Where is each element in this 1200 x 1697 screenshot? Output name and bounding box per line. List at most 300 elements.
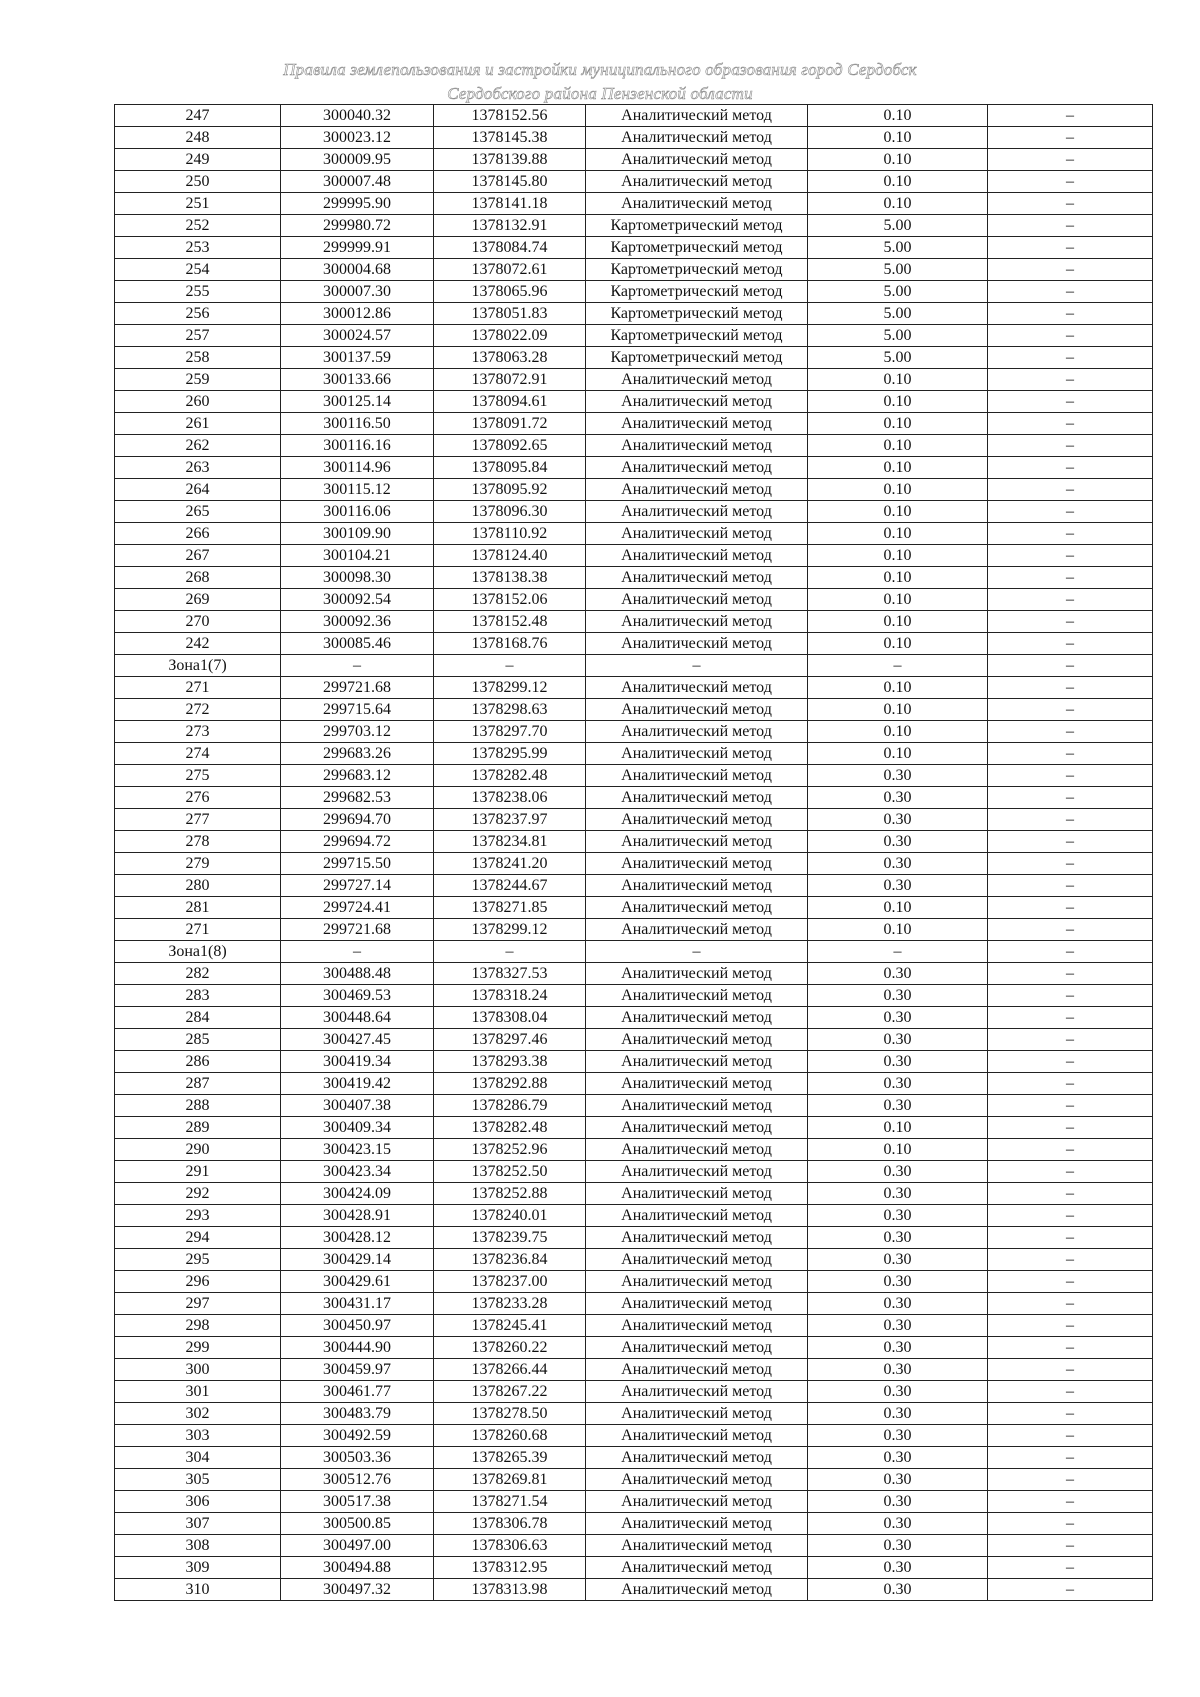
note-cell: – — [988, 1579, 1153, 1601]
table-row — [115, 1007, 1153, 1029]
method-cell: Аналитический метод — [586, 1579, 808, 1601]
method-cell: Аналитический метод — [586, 1051, 808, 1073]
table-row — [115, 1117, 1153, 1139]
note-cell: – — [988, 1557, 1153, 1579]
accuracy-cell: 0.30 — [808, 1007, 988, 1029]
note-cell: – — [988, 479, 1153, 501]
y-coordinate-cell: 1378239.75 — [434, 1227, 586, 1249]
note-cell: – — [988, 677, 1153, 699]
point-number-cell: 283 — [115, 985, 281, 1007]
x-coordinate-cell: 299682.53 — [281, 787, 434, 809]
accuracy-cell: 0.30 — [808, 787, 988, 809]
accuracy-cell: 0.10 — [808, 743, 988, 765]
point-number-cell: 254 — [115, 259, 281, 281]
x-coordinate-cell: 300024.57 — [281, 325, 434, 347]
x-coordinate-cell: 300423.34 — [281, 1161, 434, 1183]
method-cell: Аналитический метод — [586, 611, 808, 633]
y-coordinate-cell: 1378145.80 — [434, 171, 586, 193]
method-cell: Аналитический метод — [586, 457, 808, 479]
table-row — [115, 1183, 1153, 1205]
method-cell: Аналитический метод — [586, 963, 808, 985]
point-number-cell: 256 — [115, 303, 281, 325]
table-row — [115, 127, 1153, 149]
table-row — [115, 259, 1153, 281]
note-cell: – — [988, 1447, 1153, 1469]
point-number-cell: 300 — [115, 1359, 281, 1381]
x-coordinate-cell: 300431.17 — [281, 1293, 434, 1315]
accuracy-cell: 0.10 — [808, 479, 988, 501]
accuracy-cell: 0.30 — [808, 985, 988, 1007]
table-row — [115, 237, 1153, 259]
y-coordinate-cell: 1378312.95 — [434, 1557, 586, 1579]
x-coordinate-cell: 300469.53 — [281, 985, 434, 1007]
y-coordinate-cell: 1378266.44 — [434, 1359, 586, 1381]
y-coordinate-cell: 1378095.84 — [434, 457, 586, 479]
method-cell: Аналитический метод — [586, 809, 808, 831]
x-coordinate-cell: 300085.46 — [281, 633, 434, 655]
method-cell: Аналитический метод — [586, 919, 808, 941]
note-cell: – — [988, 985, 1153, 1007]
x-coordinate-cell: 299715.50 — [281, 853, 434, 875]
x-coordinate-cell: 300461.77 — [281, 1381, 434, 1403]
coordinates-table-body — [115, 105, 1153, 1601]
accuracy-cell: 0.30 — [808, 1469, 988, 1491]
note-cell: – — [988, 1535, 1153, 1557]
method-cell: Аналитический метод — [586, 1469, 808, 1491]
method-cell: Аналитический метод — [586, 1381, 808, 1403]
note-cell: – — [988, 435, 1153, 457]
x-coordinate-cell: 299683.26 — [281, 743, 434, 765]
method-cell: Аналитический метод — [586, 699, 808, 721]
accuracy-cell: 0.30 — [808, 1491, 988, 1513]
x-coordinate-cell: 300104.21 — [281, 545, 434, 567]
accuracy-cell: 0.10 — [808, 105, 988, 127]
note-cell: – — [988, 149, 1153, 171]
accuracy-cell: 0.10 — [808, 677, 988, 699]
note-cell: – — [988, 501, 1153, 523]
x-coordinate-cell: 300424.09 — [281, 1183, 434, 1205]
note-cell: – — [988, 567, 1153, 589]
accuracy-cell: 0.30 — [808, 1051, 988, 1073]
accuracy-cell: 0.30 — [808, 1249, 988, 1271]
header-line-2: Сердобского района Пензенской области — [447, 84, 753, 103]
note-cell: – — [988, 1007, 1153, 1029]
table-row — [115, 1271, 1153, 1293]
y-coordinate-cell: 1378241.20 — [434, 853, 586, 875]
point-number-cell: 309 — [115, 1557, 281, 1579]
note-cell: – — [988, 853, 1153, 875]
accuracy-cell: 0.10 — [808, 127, 988, 149]
x-coordinate-cell: 299995.90 — [281, 193, 434, 215]
point-number-cell: 261 — [115, 413, 281, 435]
accuracy-cell: 0.10 — [808, 193, 988, 215]
table-row — [115, 325, 1153, 347]
x-coordinate-cell: 300023.12 — [281, 127, 434, 149]
note-cell: – — [988, 1271, 1153, 1293]
x-coordinate-cell: 300483.79 — [281, 1403, 434, 1425]
accuracy-cell: 0.10 — [808, 501, 988, 523]
x-coordinate-cell: 300503.36 — [281, 1447, 434, 1469]
method-cell: Аналитический метод — [586, 1447, 808, 1469]
table-row — [115, 831, 1153, 853]
note-cell: – — [988, 1315, 1153, 1337]
y-coordinate-cell: 1378152.56 — [434, 105, 586, 127]
y-coordinate-cell: 1378072.91 — [434, 369, 586, 391]
x-coordinate-cell: 299694.70 — [281, 809, 434, 831]
table-row — [115, 1557, 1153, 1579]
table-row — [115, 1337, 1153, 1359]
method-cell: Аналитический метод — [586, 721, 808, 743]
point-number-cell: 310 — [115, 1579, 281, 1601]
table-row — [115, 171, 1153, 193]
accuracy-cell: 0.30 — [808, 853, 988, 875]
accuracy-cell: 0.30 — [808, 1359, 988, 1381]
method-cell: Аналитический метод — [586, 1491, 808, 1513]
table-row — [115, 545, 1153, 567]
y-coordinate-cell: 1378297.46 — [434, 1029, 586, 1051]
method-cell: Аналитический метод — [586, 501, 808, 523]
method-cell: Аналитический метод — [586, 897, 808, 919]
point-number-cell: 242 — [115, 633, 281, 655]
y-coordinate-cell: 1378244.67 — [434, 875, 586, 897]
table-row — [115, 677, 1153, 699]
method-cell: Аналитический метод — [586, 1007, 808, 1029]
x-coordinate-cell: 300409.34 — [281, 1117, 434, 1139]
point-number-cell: 293 — [115, 1205, 281, 1227]
x-coordinate-cell: 300098.30 — [281, 567, 434, 589]
note-cell: – — [988, 281, 1153, 303]
y-coordinate-cell: – — [434, 655, 586, 677]
method-cell: Картометрический метод — [586, 259, 808, 281]
table-row — [115, 985, 1153, 1007]
accuracy-cell: – — [808, 655, 988, 677]
method-cell: Аналитический метод — [586, 1183, 808, 1205]
x-coordinate-cell: 300428.91 — [281, 1205, 434, 1227]
method-cell: Аналитический метод — [586, 1403, 808, 1425]
accuracy-cell: 0.10 — [808, 457, 988, 479]
point-number-cell: 307 — [115, 1513, 281, 1535]
y-coordinate-cell: 1378139.88 — [434, 149, 586, 171]
point-number-cell: 276 — [115, 787, 281, 809]
y-coordinate-cell: 1378265.39 — [434, 1447, 586, 1469]
method-cell: Аналитический метод — [586, 1029, 808, 1051]
accuracy-cell: 0.30 — [808, 1315, 988, 1337]
note-cell: – — [988, 523, 1153, 545]
accuracy-cell: 0.30 — [808, 963, 988, 985]
method-cell: Аналитический метод — [586, 985, 808, 1007]
x-coordinate-cell: 299715.64 — [281, 699, 434, 721]
y-coordinate-cell: 1378132.91 — [434, 215, 586, 237]
method-cell: Аналитический метод — [586, 171, 808, 193]
table-row — [115, 1029, 1153, 1051]
y-coordinate-cell: 1378252.96 — [434, 1139, 586, 1161]
method-cell: Картометрический метод — [586, 215, 808, 237]
method-cell: Аналитический метод — [586, 743, 808, 765]
table-row — [115, 611, 1153, 633]
method-cell: Аналитический метод — [586, 1293, 808, 1315]
y-coordinate-cell: 1378267.22 — [434, 1381, 586, 1403]
point-number-cell: 285 — [115, 1029, 281, 1051]
method-cell: Аналитический метод — [586, 875, 808, 897]
accuracy-cell: 0.30 — [808, 1337, 988, 1359]
y-coordinate-cell: 1378141.18 — [434, 193, 586, 215]
note-cell: – — [988, 963, 1153, 985]
x-coordinate-cell: 300125.14 — [281, 391, 434, 413]
x-coordinate-cell: 300419.34 — [281, 1051, 434, 1073]
point-number-cell: 252 — [115, 215, 281, 237]
y-coordinate-cell: 1378313.98 — [434, 1579, 586, 1601]
y-coordinate-cell: 1378233.28 — [434, 1293, 586, 1315]
accuracy-cell: 0.10 — [808, 589, 988, 611]
x-coordinate-cell: 300116.50 — [281, 413, 434, 435]
point-number-cell: 291 — [115, 1161, 281, 1183]
x-coordinate-cell: 300007.30 — [281, 281, 434, 303]
method-cell: Аналитический метод — [586, 149, 808, 171]
method-cell: Картометрический метод — [586, 303, 808, 325]
note-cell: – — [988, 809, 1153, 831]
point-number-cell: 299 — [115, 1337, 281, 1359]
x-coordinate-cell: 300450.97 — [281, 1315, 434, 1337]
point-number-cell: 288 — [115, 1095, 281, 1117]
note-cell: – — [988, 1469, 1153, 1491]
point-number-cell: 273 — [115, 721, 281, 743]
point-number-cell: 305 — [115, 1469, 281, 1491]
method-cell: Аналитический метод — [586, 787, 808, 809]
accuracy-cell: 0.10 — [808, 611, 988, 633]
y-coordinate-cell: 1378260.68 — [434, 1425, 586, 1447]
note-cell: – — [988, 457, 1153, 479]
point-number-cell: 255 — [115, 281, 281, 303]
note-cell: – — [988, 303, 1153, 325]
table-row — [115, 897, 1153, 919]
y-coordinate-cell: 1378282.48 — [434, 765, 586, 787]
method-cell: Аналитический метод — [586, 853, 808, 875]
point-number-cell: 249 — [115, 149, 281, 171]
table-row — [115, 1161, 1153, 1183]
y-coordinate-cell: 1378271.85 — [434, 897, 586, 919]
x-coordinate-cell: 300116.16 — [281, 435, 434, 457]
method-cell: Аналитический метод — [586, 1315, 808, 1337]
accuracy-cell: 0.10 — [808, 523, 988, 545]
y-coordinate-cell: 1378152.48 — [434, 611, 586, 633]
method-cell: Аналитический метод — [586, 1249, 808, 1271]
note-cell: – — [988, 721, 1153, 743]
point-number-cell: 267 — [115, 545, 281, 567]
note-cell: – — [988, 105, 1153, 127]
accuracy-cell: 0.10 — [808, 391, 988, 413]
point-number-cell: 253 — [115, 237, 281, 259]
point-number-cell: 263 — [115, 457, 281, 479]
x-coordinate-cell: 300497.00 — [281, 1535, 434, 1557]
table-row — [115, 303, 1153, 325]
x-coordinate-cell: 299999.91 — [281, 237, 434, 259]
table-row — [115, 347, 1153, 369]
y-coordinate-cell: 1378298.63 — [434, 699, 586, 721]
accuracy-cell: – — [808, 941, 988, 963]
y-coordinate-cell: 1378152.06 — [434, 589, 586, 611]
table-row — [115, 589, 1153, 611]
point-number-cell: 266 — [115, 523, 281, 545]
note-cell: – — [988, 875, 1153, 897]
accuracy-cell: 0.30 — [808, 1557, 988, 1579]
method-cell: Аналитический метод — [586, 1359, 808, 1381]
accuracy-cell: 0.10 — [808, 919, 988, 941]
x-coordinate-cell: 300459.97 — [281, 1359, 434, 1381]
point-number-cell: 279 — [115, 853, 281, 875]
method-cell: Аналитический метод — [586, 1161, 808, 1183]
note-cell: – — [988, 215, 1153, 237]
x-coordinate-cell: 300116.06 — [281, 501, 434, 523]
note-cell: – — [988, 831, 1153, 853]
point-number-cell: 298 — [115, 1315, 281, 1337]
point-number-cell: 271 — [115, 677, 281, 699]
method-cell: Аналитический метод — [586, 479, 808, 501]
point-number-cell: 278 — [115, 831, 281, 853]
header-line-1: Правила землепользования и застройки муниципального образования город Сердобск — [283, 60, 917, 79]
accuracy-cell: 5.00 — [808, 281, 988, 303]
point-number-cell: 274 — [115, 743, 281, 765]
point-number-cell: 259 — [115, 369, 281, 391]
accuracy-cell: 0.10 — [808, 1117, 988, 1139]
accuracy-cell: 5.00 — [808, 259, 988, 281]
accuracy-cell: 0.10 — [808, 567, 988, 589]
note-cell: – — [988, 1051, 1153, 1073]
point-number-cell: 271 — [115, 919, 281, 941]
point-number-cell: 270 — [115, 611, 281, 633]
y-coordinate-cell: 1378092.65 — [434, 435, 586, 457]
point-number-cell: 303 — [115, 1425, 281, 1447]
table-row — [115, 1359, 1153, 1381]
point-number-cell: 280 — [115, 875, 281, 897]
y-coordinate-cell: 1378084.74 — [434, 237, 586, 259]
method-cell: Аналитический метод — [586, 523, 808, 545]
x-coordinate-cell: 300114.96 — [281, 457, 434, 479]
coordinates-table — [114, 104, 1153, 1601]
point-number-cell: 272 — [115, 699, 281, 721]
table-row — [115, 215, 1153, 237]
note-cell: – — [988, 413, 1153, 435]
method-cell: Аналитический метод — [586, 1073, 808, 1095]
x-coordinate-cell: 299683.12 — [281, 765, 434, 787]
y-coordinate-cell: 1378138.38 — [434, 567, 586, 589]
table-row — [115, 369, 1153, 391]
method-cell: Картометрический метод — [586, 347, 808, 369]
table-row — [115, 193, 1153, 215]
table-row — [115, 1293, 1153, 1315]
point-number-cell: 297 — [115, 1293, 281, 1315]
table-row — [115, 1381, 1153, 1403]
accuracy-cell: 0.30 — [808, 1513, 988, 1535]
accuracy-cell: 0.10 — [808, 435, 988, 457]
x-coordinate-cell: – — [281, 941, 434, 963]
point-number-cell: 302 — [115, 1403, 281, 1425]
accuracy-cell: 5.00 — [808, 303, 988, 325]
point-number-cell: 296 — [115, 1271, 281, 1293]
method-cell: Аналитический метод — [586, 1425, 808, 1447]
point-number-cell: 248 — [115, 127, 281, 149]
zone-header-row — [115, 941, 1153, 963]
note-cell: – — [988, 1073, 1153, 1095]
method-cell: Аналитический метод — [586, 1535, 808, 1557]
note-cell: – — [988, 369, 1153, 391]
point-number-cell: 284 — [115, 1007, 281, 1029]
table-row — [115, 743, 1153, 765]
y-coordinate-cell: 1378286.79 — [434, 1095, 586, 1117]
point-number-cell: 281 — [115, 897, 281, 919]
x-coordinate-cell: 299721.68 — [281, 919, 434, 941]
accuracy-cell: 5.00 — [808, 237, 988, 259]
accuracy-cell: 0.10 — [808, 413, 988, 435]
y-coordinate-cell: 1378306.78 — [434, 1513, 586, 1535]
table-row — [115, 1073, 1153, 1095]
method-cell: Аналитический метод — [586, 1557, 808, 1579]
note-cell: – — [988, 1117, 1153, 1139]
accuracy-cell: 0.30 — [808, 1381, 988, 1403]
point-number-cell: Зона1(8) — [115, 941, 281, 963]
note-cell: – — [988, 325, 1153, 347]
accuracy-cell: 5.00 — [808, 347, 988, 369]
table-row — [115, 1051, 1153, 1073]
method-cell: Аналитический метод — [586, 391, 808, 413]
note-cell: – — [988, 1161, 1153, 1183]
x-coordinate-cell: 300092.36 — [281, 611, 434, 633]
table-row — [115, 1095, 1153, 1117]
x-coordinate-cell: 300133.66 — [281, 369, 434, 391]
x-coordinate-cell: 300444.90 — [281, 1337, 434, 1359]
y-coordinate-cell: 1378095.92 — [434, 479, 586, 501]
accuracy-cell: 0.10 — [808, 897, 988, 919]
table-row — [115, 1227, 1153, 1249]
x-coordinate-cell: 300419.42 — [281, 1073, 434, 1095]
y-coordinate-cell: 1378245.41 — [434, 1315, 586, 1337]
note-cell: – — [988, 1381, 1153, 1403]
y-coordinate-cell: 1378318.24 — [434, 985, 586, 1007]
table-row — [115, 105, 1153, 127]
y-coordinate-cell: 1378168.76 — [434, 633, 586, 655]
x-coordinate-cell: 300012.86 — [281, 303, 434, 325]
method-cell: Аналитический метод — [586, 193, 808, 215]
y-coordinate-cell: 1378260.22 — [434, 1337, 586, 1359]
y-coordinate-cell: 1378308.04 — [434, 1007, 586, 1029]
method-cell: Аналитический метод — [586, 413, 808, 435]
x-coordinate-cell: 300500.85 — [281, 1513, 434, 1535]
y-coordinate-cell: 1378292.88 — [434, 1073, 586, 1095]
table-row — [115, 1447, 1153, 1469]
note-cell: – — [988, 765, 1153, 787]
note-cell: – — [988, 545, 1153, 567]
note-cell: – — [988, 897, 1153, 919]
method-cell: Аналитический метод — [586, 567, 808, 589]
table-row — [115, 523, 1153, 545]
table-row — [115, 633, 1153, 655]
x-coordinate-cell: 300429.14 — [281, 1249, 434, 1271]
method-cell: Аналитический метод — [586, 633, 808, 655]
y-coordinate-cell: 1378110.92 — [434, 523, 586, 545]
method-cell: Аналитический метод — [586, 677, 808, 699]
x-coordinate-cell: 300512.76 — [281, 1469, 434, 1491]
y-coordinate-cell: 1378238.06 — [434, 787, 586, 809]
y-coordinate-cell: 1378124.40 — [434, 545, 586, 567]
y-coordinate-cell: 1378094.61 — [434, 391, 586, 413]
table-row — [115, 1249, 1153, 1271]
x-coordinate-cell: 300429.61 — [281, 1271, 434, 1293]
note-cell: – — [988, 1249, 1153, 1271]
method-cell: Аналитический метод — [586, 1139, 808, 1161]
note-cell: – — [988, 237, 1153, 259]
table-row — [115, 391, 1153, 413]
accuracy-cell: 0.30 — [808, 1271, 988, 1293]
y-coordinate-cell: 1378252.88 — [434, 1183, 586, 1205]
